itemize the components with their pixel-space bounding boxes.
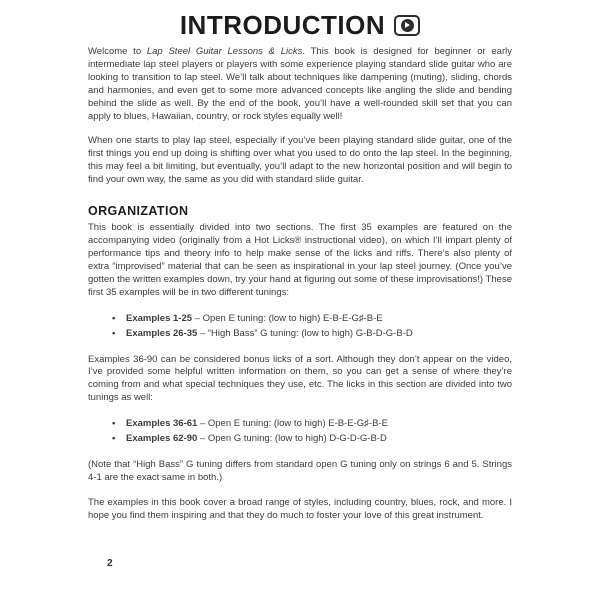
bullet-icon: • (112, 312, 116, 324)
video-play-disc (401, 19, 414, 32)
tuning-description: – Open G tuning: (low to high) D-G-D-G-B-D (197, 433, 387, 445)
page-number: 2 (107, 558, 113, 569)
intro-paragraph-1 (88, 46, 512, 123)
title-row (88, 12, 512, 38)
tuning-description: – Open E tuning: (low to high) E-B-E-G♯-B-E (197, 418, 388, 430)
tuning-bullet-list-2 (88, 416, 512, 446)
page-title: INTRODUCTION (179, 10, 386, 40)
example-range-label: Examples 1-25 (126, 312, 193, 324)
closing-paragraph: The examples in this book cover a broad range of styles, including country, blues, rock, and more. I hope you find them inspiring and that they do much to foster your love of this great instrument. (88, 496, 512, 521)
bullet-icon: • (112, 327, 116, 339)
example-range-label: Examples 26-35 (126, 327, 198, 339)
tuning-note-paragraph: (Note that “High Bass” G tuning differs from standard open G tuning only on strings 6 and 5. Strings 4-1 are the exact same in both.) (88, 459, 512, 484)
tuning-description: – “High Bass” G tuning: (low to high) G-B-D-G-B-D (197, 327, 413, 339)
list-item (88, 431, 512, 446)
bullet-icon: • (112, 418, 116, 430)
intro-p1-rest: . This book is designed for beginner or early intermediate lap steel players or players with some experience playing standard slide guitar who are looking to transition to lap steel. We’ll talk about techniques like dampening (muting), sliding, chords and harmonies, and even get to some more advanced concepts like angling the slide and bending behind the slide as well. By the end of the book, you’ll have a well-rounded skill set that you can apply to blues, Hawaiian, country, or rock styles equally well! (88, 46, 512, 122)
intro-p1-prefix: Welcome to (88, 46, 147, 57)
tuning-description: – Open E tuning: (low to high) E-B-E-G♯-B-E (192, 312, 383, 324)
list-item (88, 311, 512, 326)
intro-paragraph-2: When one starts to play lap steel, especially if you’ve been playing standard slide guitar, one of the first things you end up doing is shifting over what you used to do onto the lap steel. In the beginning, this may feel a bit limiting, but eventually, you’ll adapt to the new horizontal position and will begin to find your own way, the same as you did with standard slide guitar. (88, 135, 512, 186)
bullet-icon: • (112, 433, 116, 445)
page-content (88, 12, 512, 535)
organization-paragraph-2: Examples 36-90 can be considered bonus licks of a sort. Although they don’t appear on the video, I’ve provided some helpful written information on them, so you can get a sense of where they’re coming from and what special techniques they use, etc. The licks in this section are divided into two tunings as well: (88, 353, 512, 404)
organization-heading: ORGANIZATION (88, 204, 189, 219)
list-item (88, 416, 512, 431)
example-range-label: Examples 36-61 (126, 418, 198, 430)
example-range-label: Examples 62-90 (126, 433, 198, 445)
list-item (88, 326, 512, 341)
play-triangle-icon (405, 22, 410, 28)
video-play-icon (394, 15, 420, 36)
tuning-bullet-list-1 (88, 311, 512, 341)
book-title-italic: Lap Steel Guitar Lessons & Licks (146, 46, 303, 57)
organization-paragraph-1: This book is essentially divided into two sections. The first 35 examples are featured on the accompanying video (originally from a Hot Licks® instructional video), on which I’ll impart plenty of performance tips and theory info to help make sense of the licks and riffs. There’s also plenty of extra “improvised” material that can be seen as inspirational in your lap steel journey. (Once you’ve gotten the written examples down, try your hand at figuring out some of these improvisations!) These first 35 examples will be in two different tunings: (88, 222, 512, 298)
